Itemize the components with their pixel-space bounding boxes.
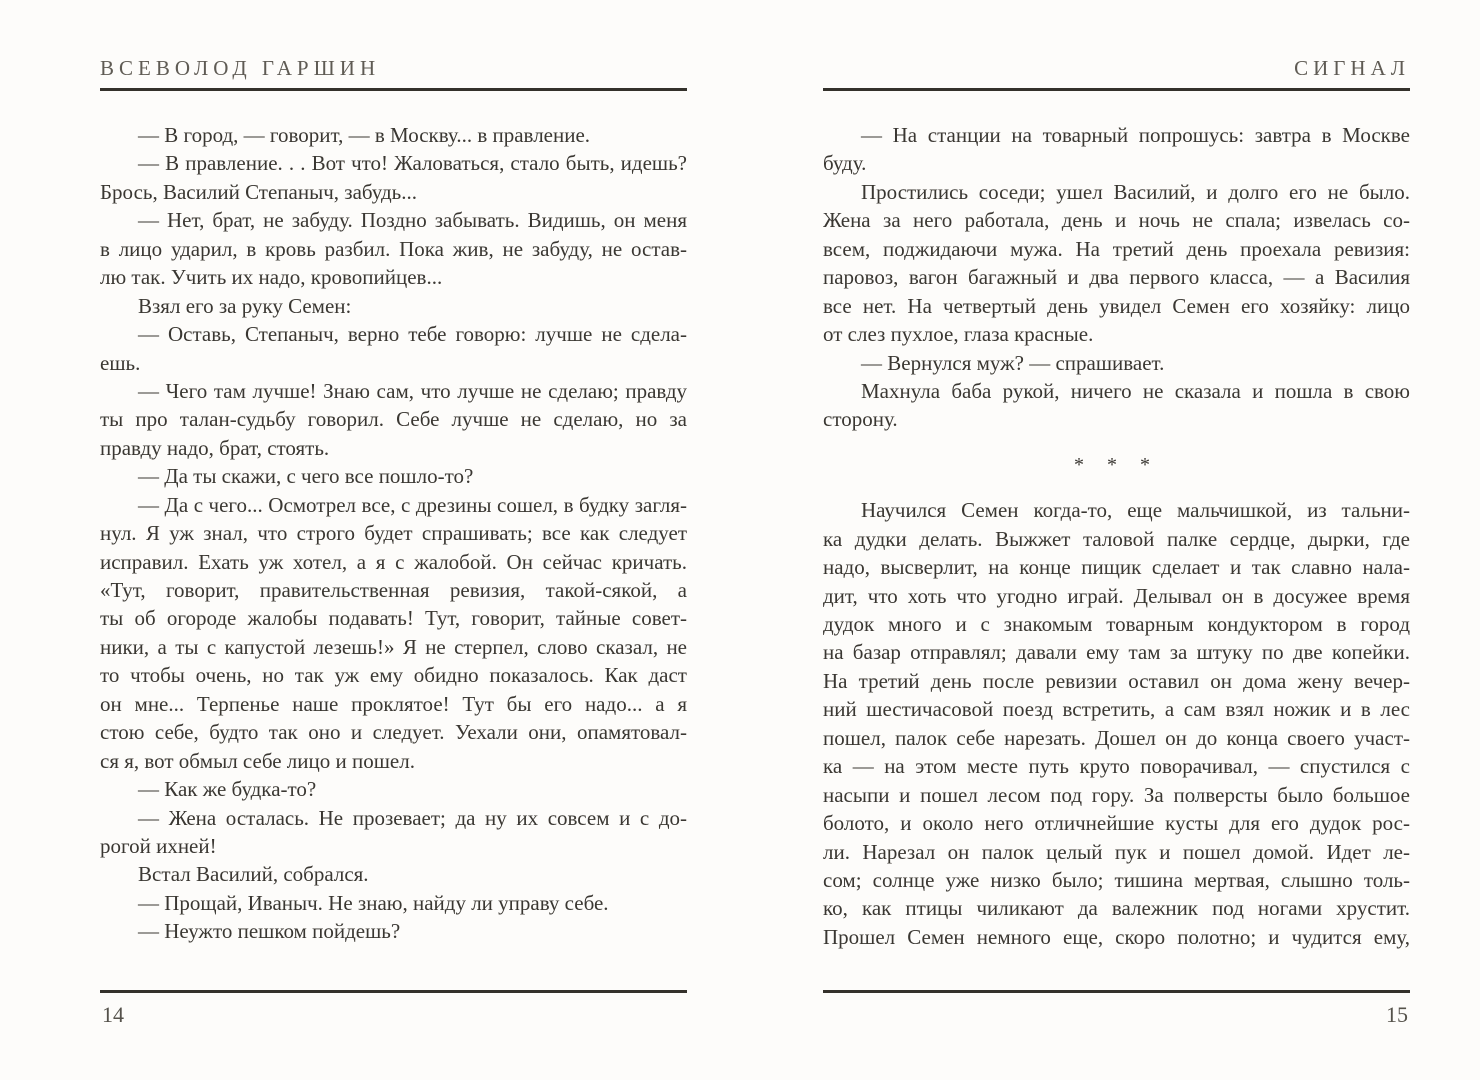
- text-line: нул. Я уж знал, что строго будет спрашивать; все как следует: [100, 521, 687, 546]
- text-line: паровоз, вагон багажный и два первого класса, — а Василия: [823, 265, 1410, 290]
- text-line: Брось, Василий Степаныч, забудь...: [100, 179, 417, 204]
- paragraph: [100, 121, 687, 149]
- paragraph: [100, 804, 687, 861]
- text-line: Прошел Семен немного еще, скоро полотно; и чудится ему,: [823, 924, 1410, 949]
- text-line: Встал Василий, собрался.: [138, 862, 369, 887]
- text-line: от слез пухлое, глаза красные.: [823, 322, 1094, 347]
- text-line: то чтобы очень, но так уж ему обидно показалось. Как даст: [100, 663, 687, 688]
- paragraph: [100, 462, 687, 490]
- text-line: пошел, палок себе нарезать. Дошел он до конца своего участ-: [823, 725, 1410, 750]
- paragraph: [823, 178, 1410, 349]
- paragraph: [823, 349, 1410, 377]
- right-page: [823, 0, 1410, 1080]
- text-line: — Жена осталась. Не прозевает; да ну их совсем и с до-: [138, 805, 687, 830]
- text-line: дудок много и с знакомым товарным кондуктором в город: [823, 612, 1410, 636]
- text-line: насыпи и пошел лесом под гору. За полверсты было большое: [823, 782, 1410, 807]
- text-line: дит, что хоть что угодно играй. Делывал он в досужее время: [823, 583, 1410, 608]
- text-line: — Чего там лучше! Знаю сам, что лучше не сделаю; правду: [138, 378, 687, 403]
- text-line: ся я, вот обмыл себе лицо и пошел.: [100, 748, 415, 773]
- text-line: — В город, — говорит, — в Москву... в правление.: [138, 123, 591, 147]
- text-line: — На станции на товарный попрошусь: завтра в Москве: [861, 123, 1410, 147]
- paragraph: [823, 496, 1410, 951]
- paragraph: [823, 377, 1410, 434]
- paragraph: [823, 121, 1410, 178]
- running-head-title: СИГНАЛ: [1294, 56, 1410, 80]
- text-line: всем, поджидаючи мужа. На третий день проехала ревизия:: [823, 236, 1410, 261]
- text-line: правду надо, брат, стоять.: [100, 435, 330, 460]
- text-line: ний шестичасовой поезд встретить, а сам взял ножик и в лес: [823, 697, 1410, 722]
- text-line: — Нет, брат, не забуду. Поздно забывать. Видишь, он меня: [138, 208, 687, 233]
- left-page-text: [100, 121, 687, 946]
- left-page-number: 14: [102, 1002, 124, 1027]
- text-line: Жена за него работала, день и ночь не спала; извелась со-: [823, 208, 1410, 233]
- text-line: стою себе, будто так оно и следует. Уехали они, опамятовал-: [100, 720, 687, 745]
- text-line: Махнула баба рукой, ничего не сказала и пошла в свою: [861, 378, 1410, 403]
- text-line: ты об огороде жалобы подавать! Тут, говорит, тайные совет-: [100, 606, 687, 631]
- left-footer-rule: [100, 990, 687, 993]
- section-break: * * *: [1074, 453, 1159, 476]
- text-line: На третий день после ревизии оставил он дома жену вечер-: [823, 668, 1410, 693]
- text-line: — Да с чего... Осмотрел все, с дрезины сошел, в будку загля-: [138, 492, 687, 517]
- text-line: лю так. Учить их надо, кровопийцев...: [100, 265, 443, 290]
- paragraph: [100, 377, 687, 462]
- left-header-rule: [100, 88, 687, 91]
- text-line: — Неужто пешком пойдешь?: [138, 919, 401, 944]
- text-line: он мне... Терпенье наше проклятое! Тут бы его надо... а я: [100, 691, 687, 716]
- paragraph: [100, 889, 687, 917]
- text-line: буду.: [823, 151, 867, 176]
- text-line: сом; солнце уже низко было; тишина мертвая, слышно толь-: [823, 867, 1410, 892]
- text-line: — Вернулся муж? — спрашивает.: [861, 350, 1165, 375]
- text-line: — Оставь, Степаныч, верно тебе говорю: лучше не сдела-: [138, 322, 687, 347]
- right-page-number: 15: [1386, 1002, 1408, 1027]
- paragraph: [100, 491, 687, 775]
- text-line: ники, а ты с капустой лезешь!» Я не стерпел, слово сказал, не: [100, 634, 687, 659]
- paragraph: [100, 206, 687, 291]
- text-line: все нет. На четвертый день увидел Семен его хозяйку: лицо: [823, 293, 1410, 318]
- text-line: ли. Нарезал он палок целый пук и пошел домой. Идет ле-: [823, 839, 1410, 864]
- right-footer-rule: [823, 990, 1410, 993]
- text-line: болото, и около него отличнейшие кусты для его дудок рос-: [823, 811, 1410, 836]
- text-line: Научился Семен когда-то, еще мальчишкой, из тальни-: [861, 498, 1410, 523]
- text-line: ка — на этом месте путь круто поворачивал, — спустился с: [823, 754, 1410, 779]
- text-line: исправил. Ехать уж хотел, а я с жалобой. Он сейчас кричать.: [100, 549, 687, 574]
- text-line: на базар отправлял; давали ему там за штуку по две копейки.: [823, 640, 1410, 665]
- left-page: [100, 0, 687, 1080]
- text-line: рогой ихней!: [100, 833, 217, 858]
- text-line: ты про талан-судьбу говорил. Себе лучше не сделаю, но за: [100, 407, 687, 432]
- text-line: в лицо ударил, в кровь разбил. Пока жив, не забуду, не остав-: [100, 236, 687, 261]
- text-line: надо, высверлит, на конце пищик сделает и так славно нала-: [823, 555, 1410, 580]
- paragraph: [100, 320, 687, 377]
- text-line: ко, как птицы чиликают да валежник под ногами хрустит.: [823, 896, 1410, 921]
- text-line: — Прощай, Иваныч. Не знаю, найду ли управу себе.: [138, 890, 609, 915]
- right-page-text: [823, 121, 1410, 951]
- text-line: — Да ты скажи, с чего все пошло-то?: [138, 464, 474, 489]
- paragraph: [100, 860, 687, 888]
- paragraph: [100, 292, 687, 320]
- running-head-author: ВСЕВОЛОД ГАРШИН: [100, 56, 381, 80]
- text-line: Простились соседи; ушел Василий, и долго его не было.: [861, 179, 1410, 204]
- text-line: Взял его за руку Семен:: [138, 293, 352, 318]
- text-line: — В правление. . . Вот что! Жаловаться, стало быть, идешь?: [138, 151, 687, 176]
- text-line: ка дудки делать. Выжжет таловой палке сердце, дырки, где: [823, 526, 1410, 551]
- text-line: «Тут, говорит, правительственная ревизия, такой-сякой, а: [100, 578, 687, 602]
- paragraph: [100, 775, 687, 803]
- paragraph: [100, 917, 687, 945]
- text-line: ешь.: [100, 350, 141, 375]
- text-line: — Как же будка-то?: [138, 777, 317, 802]
- text-line: сторону.: [823, 407, 898, 432]
- right-header-rule: [823, 88, 1410, 91]
- paragraph: [100, 149, 687, 206]
